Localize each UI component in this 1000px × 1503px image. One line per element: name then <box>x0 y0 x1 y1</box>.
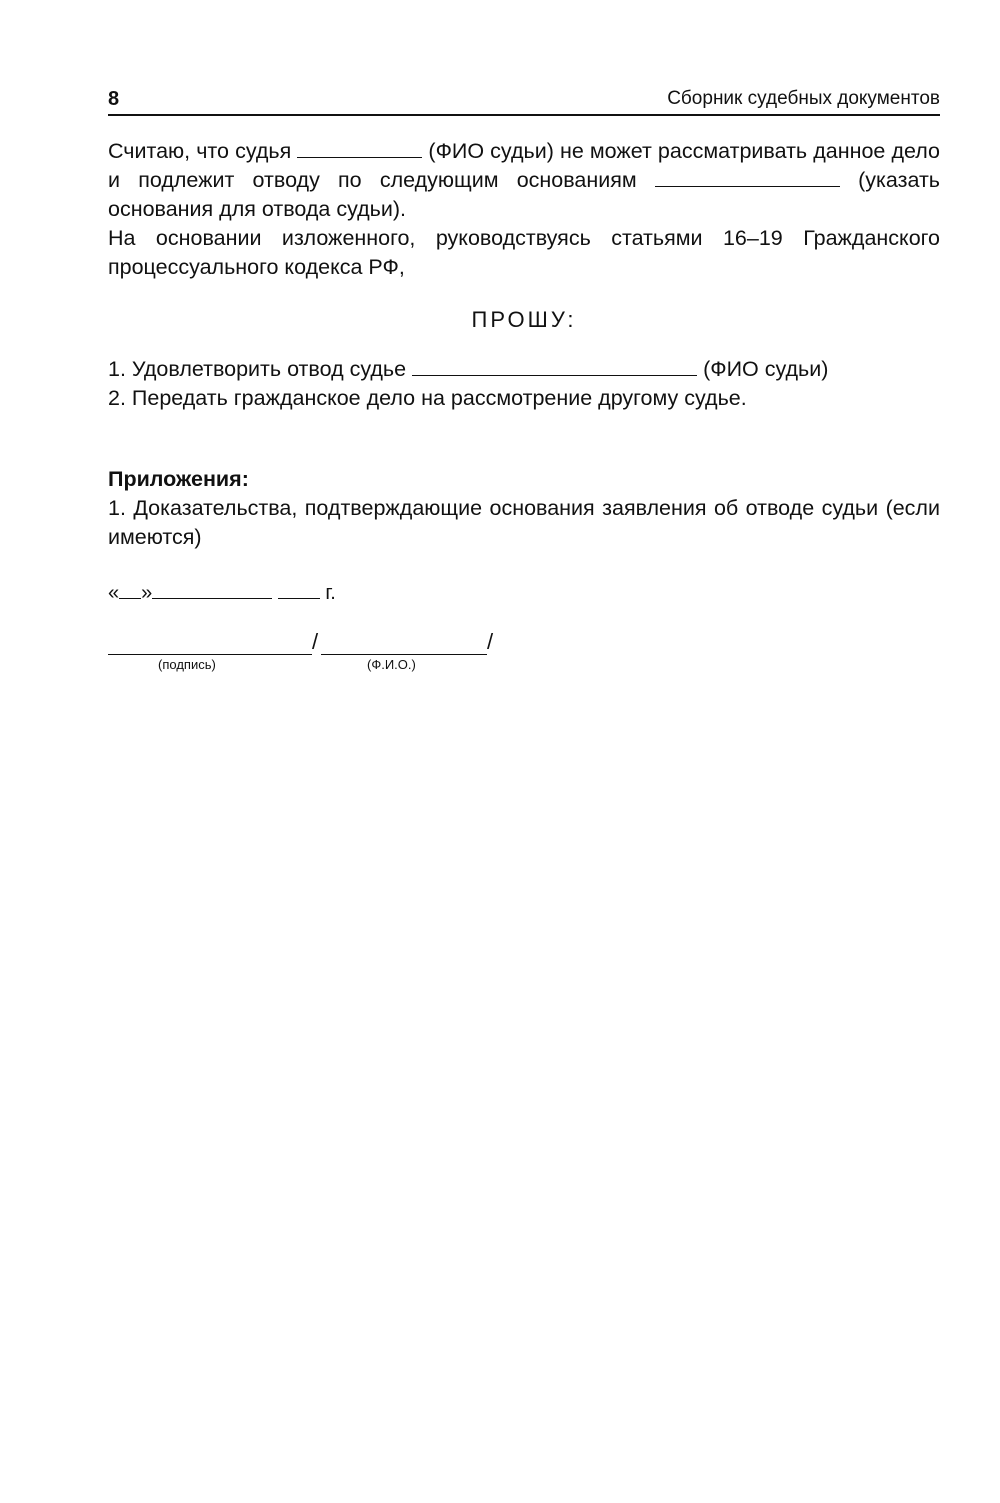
signature-slash-1: / <box>312 629 319 654</box>
paragraph-grounds: Считаю, что судья (ФИО судьи) не может рассматривать данное дело и подлежит отводу по следующим основаниям (указать основания для отвода судьи). <box>108 139 940 221</box>
request-item-1: 1. Удовлетворить отвод судье (ФИО судьи) <box>108 357 829 381</box>
grounds-blank <box>655 166 840 187</box>
day-blank <box>119 578 141 599</box>
name-line <box>321 654 487 655</box>
request-item-2: 2. Передать гражданское дело на рассмотрение другому судье. <box>108 386 747 410</box>
signature-line <box>108 654 312 655</box>
attachment-item-1: 1. Доказательства, подтверждающие основания заявления об отводе судьи (если имеются) <box>108 496 940 549</box>
page-header <box>108 88 940 116</box>
running-title: Сборник судебных документов <box>667 88 940 109</box>
recused-judge-blank <box>412 355 697 376</box>
signature-slash-2: / <box>487 629 494 654</box>
year-blank <box>278 578 320 599</box>
paragraph-basis: На основании изложенного, руководствуясь статьями 16–19 Гражданского процессуального кодекса РФ, <box>108 226 940 279</box>
judge-name-blank <box>297 137 422 158</box>
request-heading: ПРОШУ: <box>471 307 577 332</box>
date-line: « » г. <box>108 578 940 608</box>
page-number: 8 <box>108 88 120 110</box>
attachments-heading: Приложения: <box>108 467 249 491</box>
name-caption: (Ф.И.О.) <box>367 657 416 672</box>
month-blank <box>152 578 272 599</box>
signature-caption: (подпись) <box>158 657 216 672</box>
